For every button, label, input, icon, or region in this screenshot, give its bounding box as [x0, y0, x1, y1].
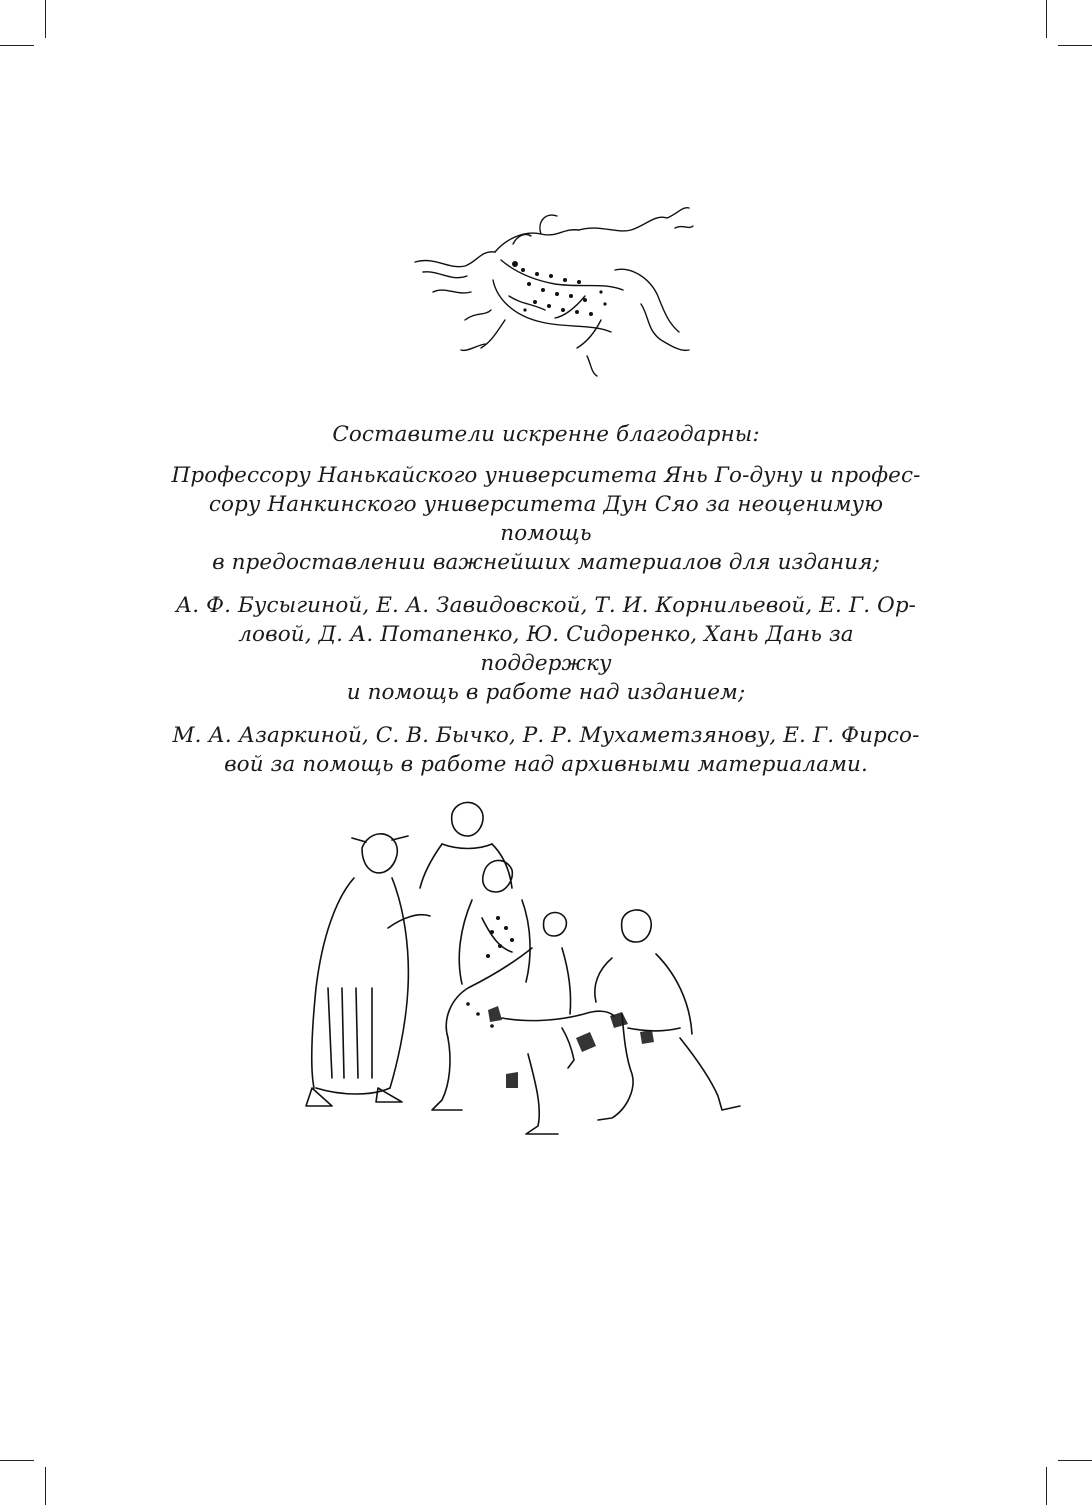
paragraph-line: ловой, Д. А. Потапенко, Ю. Сидоренко, Хань Дань за поддержку [238, 622, 854, 676]
crop-mark-bottom-left-h [0, 1460, 34, 1461]
paragraph-line: сору Нанкинского университета Дун Сяо за неоценимую помощь [208, 492, 884, 546]
figures-illustration [292, 788, 762, 1148]
crop-mark-top-left-h [0, 45, 34, 46]
crop-mark-top-left-v [45, 0, 46, 38]
paragraph-line: А. Ф. Бусыгиной, Е. А. Завидовской, Т. И. Корнильевой, Е. Г. Ор- [175, 593, 917, 618]
acknowledgment-paragraph-2 [170, 591, 922, 707]
paragraph-line: и помощь в работе над изданием; [346, 680, 746, 705]
acknowledgment-paragraph-1 [170, 461, 922, 577]
crop-mark-bottom-right-h [1058, 1460, 1092, 1461]
acknowledgment-paragraph-3 [170, 721, 922, 779]
paragraph-line: М. А. Азаркиной, С. В. Бычко, Р. Р. Мухаметзянову, Е. Г. Фирсо- [172, 723, 920, 748]
acknowledgments-heading: Составители искренне благодарны: [332, 422, 760, 447]
crop-mark-bottom-right-v [1046, 1467, 1047, 1505]
crop-mark-top-right-v [1046, 0, 1047, 38]
paragraph-line: Профессору Нанькайского университета Янь Го-дуну и профес- [171, 463, 921, 488]
acknowledgments [170, 420, 922, 793]
paragraph-line: вой за помощь в работе над архивными материалами. [224, 752, 868, 777]
paragraph-line: в предоставлении важнейших материалов для издания; [212, 550, 880, 575]
dragon-illustration [405, 200, 695, 382]
crop-mark-bottom-left-v [45, 1467, 46, 1505]
crop-mark-top-right-h [1058, 45, 1092, 46]
